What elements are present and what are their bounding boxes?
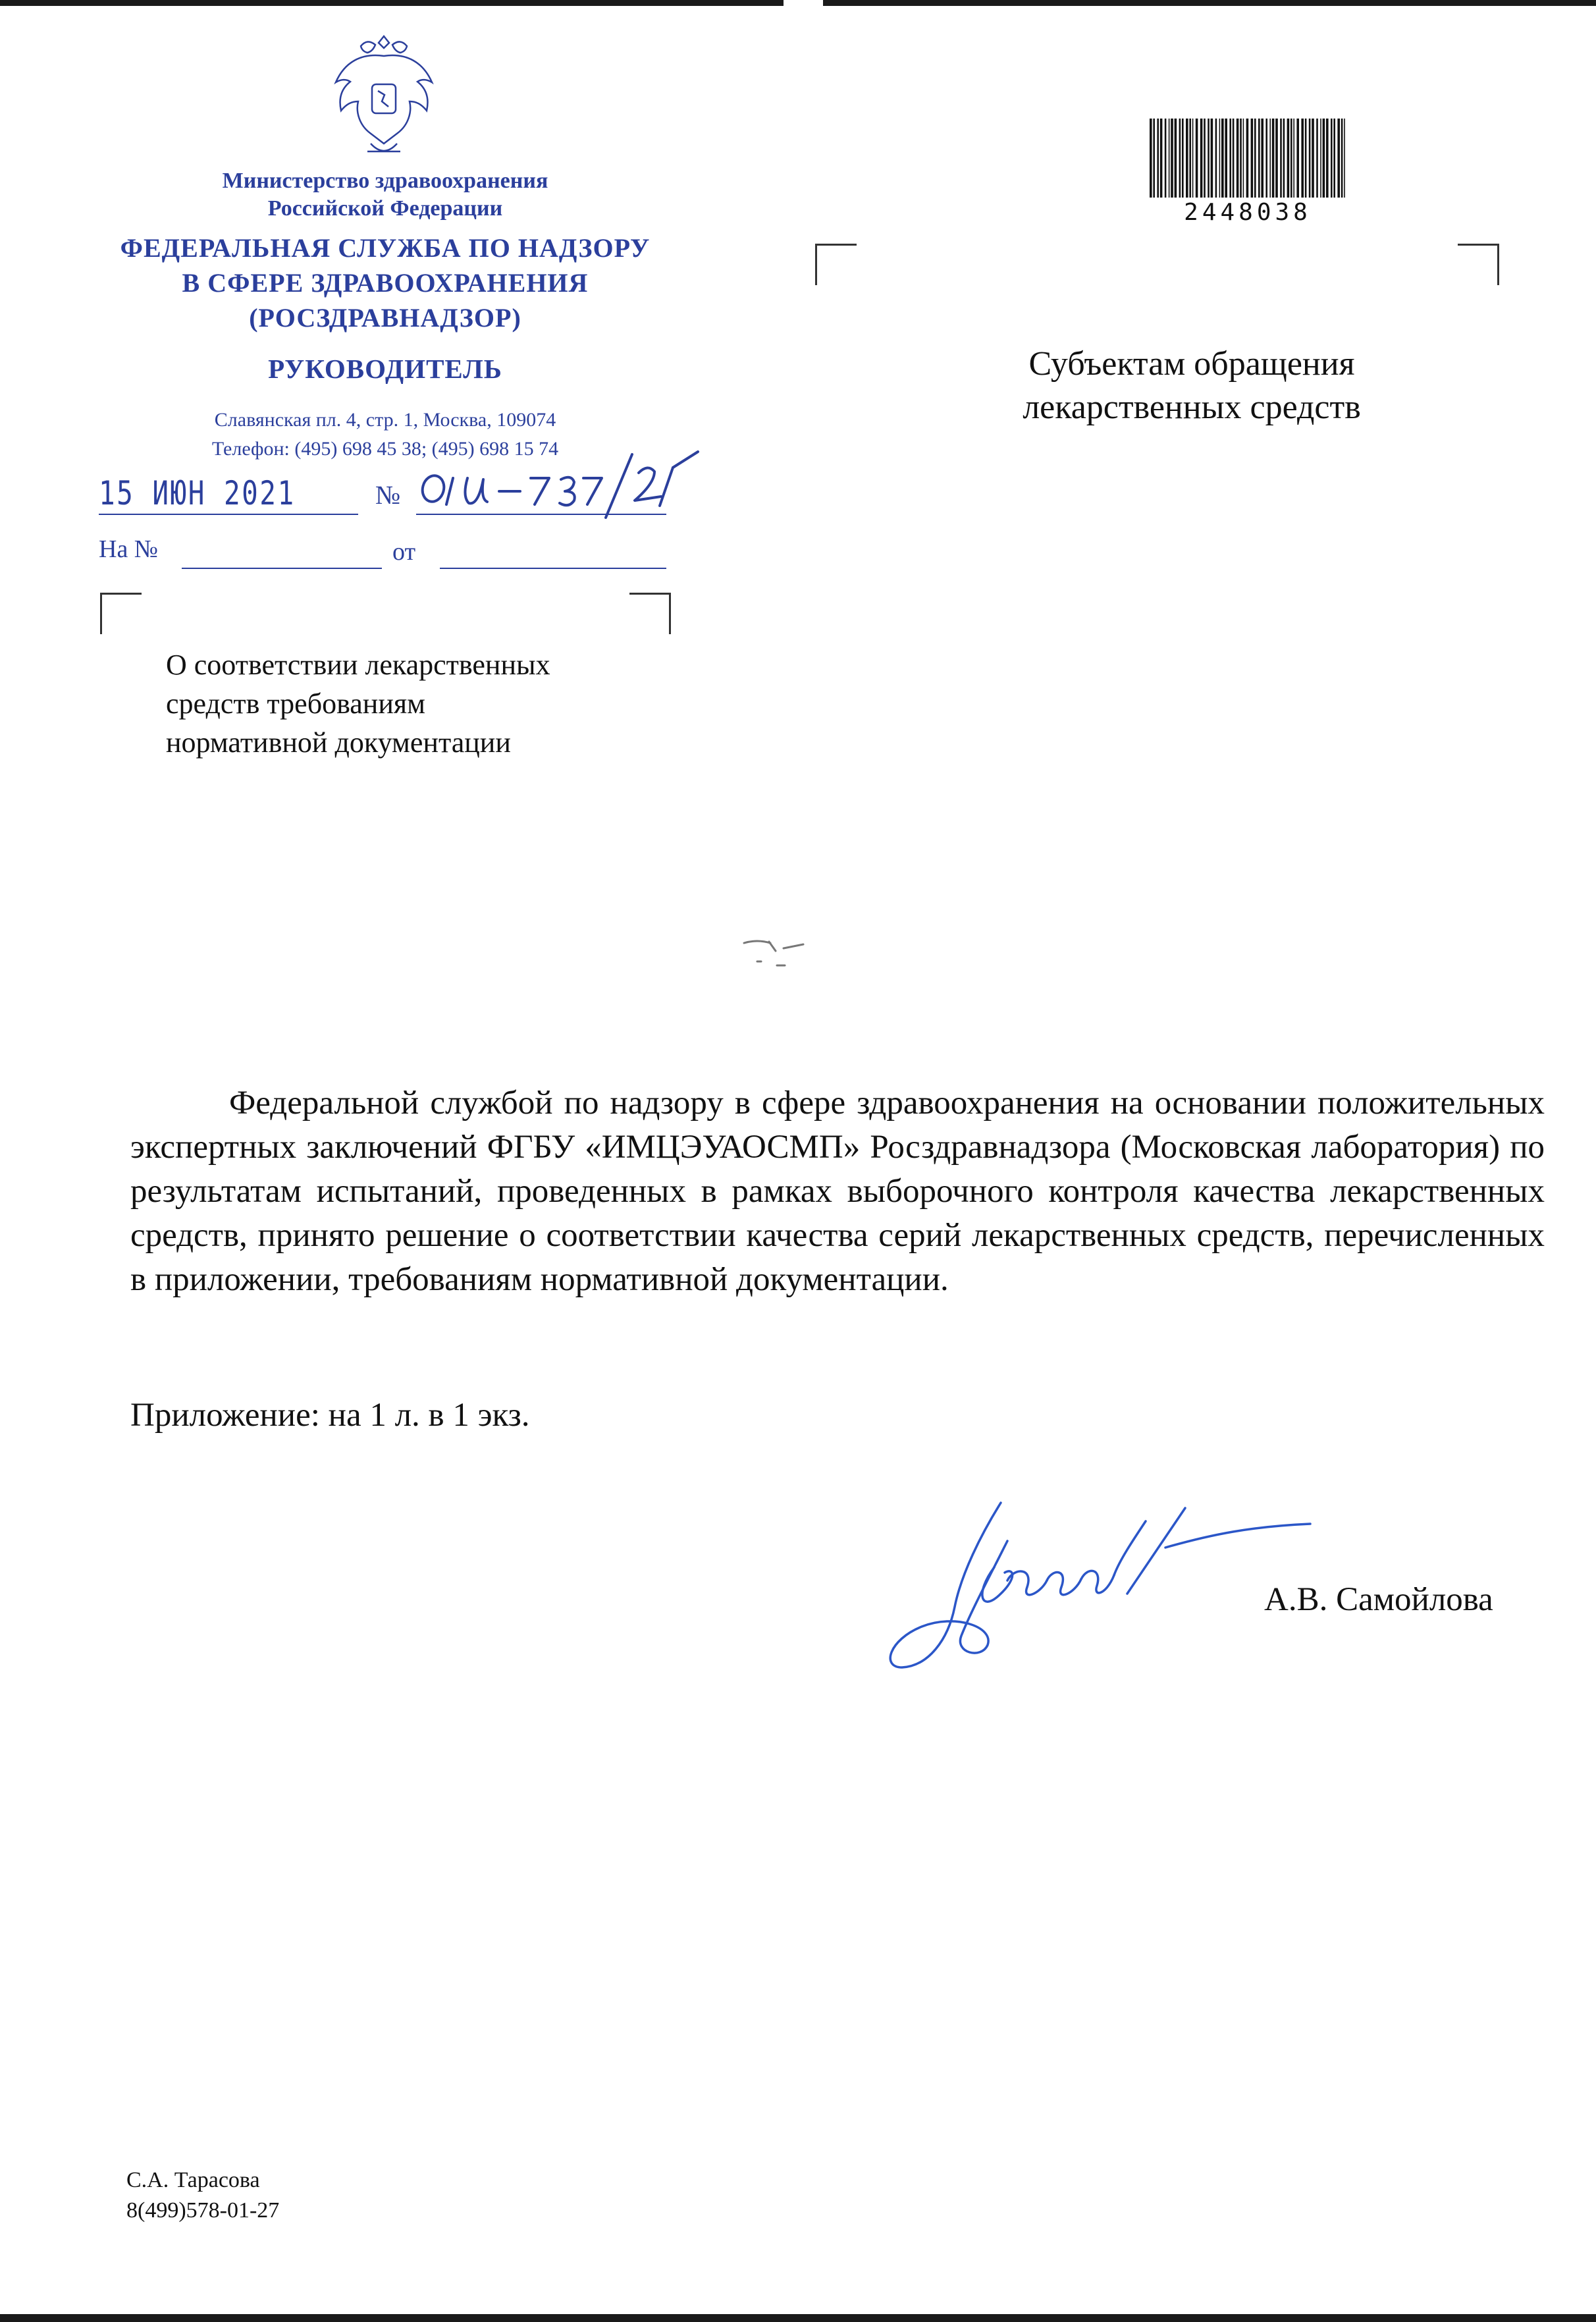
barcode-bar: [1150, 119, 1152, 198]
barcode-bar: [1323, 119, 1325, 198]
date-stamp: 15 ИЮН 2021: [99, 474, 296, 512]
barcode-bar: [1215, 119, 1217, 198]
barcode-bar: [1182, 119, 1184, 198]
executor-name: С.А. Тарасова: [126, 2168, 260, 2192]
barcode-bar: [1269, 119, 1271, 198]
barcode-bar: [1344, 119, 1345, 198]
barcode-bar: [1179, 119, 1181, 198]
barcode-bar: [1280, 119, 1282, 198]
barcode-bar: [1221, 119, 1224, 198]
addressee-line-2: лекарственных средств: [1023, 389, 1361, 426]
reply-to-label: На №: [99, 535, 159, 563]
barcode-bar: [1290, 119, 1292, 198]
barcode-bar: [1272, 119, 1275, 198]
barcode-bar: [1341, 119, 1343, 198]
barcode-bar: [1192, 119, 1194, 198]
barcode-bar: [1331, 119, 1333, 198]
barcode-bar: [1316, 119, 1318, 198]
executor-phone: 8(499)578-01-27: [126, 2198, 280, 2223]
barcode-bar: [1283, 119, 1285, 198]
barcode-bar: [1165, 119, 1167, 198]
barcode-bar: [1233, 119, 1235, 198]
barcode-bar: [1171, 119, 1173, 198]
handwritten-signature: [882, 1495, 1330, 1686]
barcode-bar: [1305, 119, 1307, 198]
barcode-bar: [1229, 119, 1231, 198]
subject-line-1: О соответствии лекарственных: [166, 649, 550, 681]
address-line: Славянская пл. 4, стр. 1, Москва, 109074: [214, 409, 556, 431]
from-date-line: [440, 568, 666, 569]
addressee-line-1: Субъектам обращения: [1028, 345, 1355, 383]
barcode-bar: [1258, 119, 1260, 198]
barcode-bar: [1320, 119, 1321, 198]
date-underline: [99, 514, 358, 515]
barcode-bar: [1309, 119, 1311, 198]
addressee-bracket-left: [815, 244, 857, 285]
barcode-bar: [1261, 119, 1264, 198]
barcode-bar: [1296, 119, 1299, 198]
barcode-bar: [1333, 119, 1335, 198]
subject-line-2: средств требованиям: [166, 688, 425, 720]
barcode-bar: [1157, 119, 1159, 198]
barcode-bar: [1186, 119, 1188, 198]
barcode-bar: [1169, 119, 1170, 198]
subject-bracket-left: [100, 593, 142, 634]
barcode-bar: [1293, 119, 1294, 198]
barcode-bar: [1265, 119, 1267, 198]
phone-line: Телефон: (495) 698 45 38; (495) 698 15 74: [211, 438, 559, 460]
barcode-bar: [1225, 119, 1227, 198]
scan-smudge: [737, 935, 830, 975]
barcode-bar: [1189, 119, 1191, 198]
barcode-bar: [1208, 119, 1210, 198]
reply-to-number-line: [182, 568, 382, 569]
signer-name: А.В. Самойлова: [1264, 1581, 1493, 1618]
number-underline: [416, 514, 666, 515]
barcode: [1148, 119, 1347, 202]
service-line-2: В СФЕРЕ ЗДРАВООХРАНЕНИЯ: [182, 268, 589, 298]
subject-bracket-right: [629, 593, 671, 634]
head-role: РУКОВОДИТЕЛЬ: [268, 354, 502, 384]
ministry-line-2: Российской Федерации: [267, 196, 503, 221]
scan-top-edge-gap: [784, 0, 823, 6]
barcode-bar: [1200, 119, 1203, 198]
barcode-bar: [1243, 119, 1244, 198]
barcode-bar: [1287, 119, 1290, 198]
ministry-line-1: Министерство здравоохранения: [222, 169, 548, 193]
barcode-bar: [1312, 119, 1314, 198]
number-label: №: [375, 480, 401, 510]
barcode-bar: [1251, 119, 1254, 198]
barcode-bar: [1204, 119, 1206, 198]
barcode-bar: [1246, 119, 1249, 198]
barcode-bar: [1275, 119, 1278, 198]
barcode-number: 2448038: [1184, 199, 1312, 226]
executor-info: [126, 2165, 279, 2226]
barcode-bar: [1196, 119, 1198, 198]
barcode-bar: [1153, 119, 1155, 198]
appendix-note: Приложение: на 1 л. в 1 экз.: [130, 1397, 530, 1434]
subject-line-3: нормативной документации: [166, 726, 511, 759]
addressee: [961, 342, 1422, 429]
from-date-label: от: [392, 538, 416, 566]
barcode-bar: [1237, 119, 1239, 198]
coat-of-arms-emblem: [321, 26, 446, 161]
service-line-3: (РОСЗДРАВНАДЗОР): [249, 303, 521, 333]
ministry-name: [66, 167, 705, 223]
barcode-bar: [1211, 119, 1213, 198]
barcode-bar: [1337, 119, 1340, 198]
barcode-bar: [1240, 119, 1242, 198]
letter-body: Федеральной службой по надзору в сфере здравоохранения на основании положительных экспертных заключений ФГБУ «ИМЦЭУАОСМП» Росздравнадзора (Московская лаборатория) по результатам испытаний, проведенных в рамках выборочного контроля качества лекарственных средств, принято решение о соответствии качества серий лекарственных средств, перечисленных в приложении, требованиям нормативной документации.: [130, 1085, 1545, 1298]
barcode-bar: [1301, 119, 1304, 198]
service-line-1: ФЕДЕРАЛЬНАЯ СЛУЖБА ПО НАДЗОРУ: [120, 233, 651, 263]
barcode-bar: [1175, 119, 1177, 198]
handwritten-outgoing-number: [415, 435, 724, 527]
barcode-bar: [1326, 119, 1329, 198]
addressee-bracket-right: [1458, 244, 1499, 285]
barcode-bar: [1219, 119, 1221, 198]
barcode-bar: [1254, 119, 1256, 198]
barcode-bar: [1160, 119, 1163, 198]
scan-bottom-edge: [0, 2314, 1596, 2322]
service-name: [66, 230, 705, 335]
letter-subject: [166, 645, 550, 762]
